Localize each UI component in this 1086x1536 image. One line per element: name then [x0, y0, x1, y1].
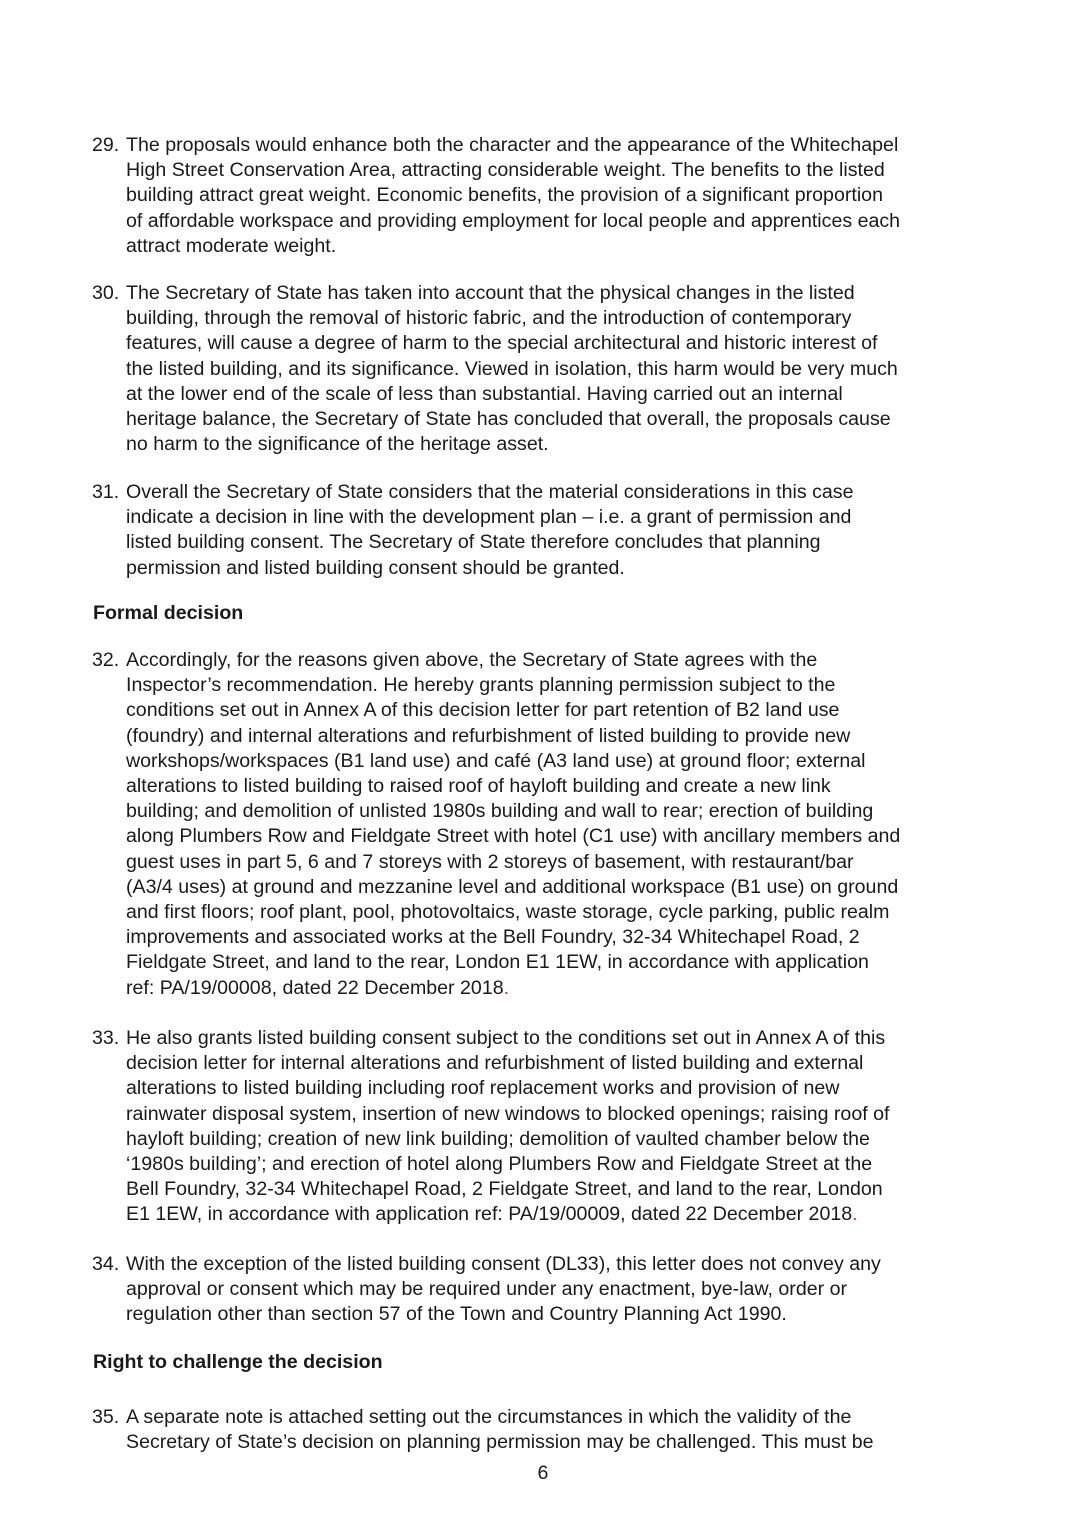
- text-line: He also grants listed building consent subject to the conditions set out in Annex A of this: [126, 1027, 886, 1049]
- paragraph-number: 29.: [92, 134, 120, 156]
- paragraph-number: 34.: [92, 1253, 120, 1275]
- text-line: improvements and associated works at the Bell Foundry, 32-34 Whitechapel Road, 2: [126, 926, 860, 949]
- text-line-content: E1 1EW, in accordance with application ref: PA/19/00009, dated 22 December 2018: [126, 1203, 853, 1226]
- text-line: hayloft building; creation of new link building; demolition of vaulted chamber below the: [126, 1127, 870, 1150]
- text-line: Fieldgate Street, and land to the rear, London E1 1EW, in accordance with application: [126, 951, 869, 974]
- paragraph-35: [92, 1405, 1002, 1455]
- text-line: High Street Conservation Area, attracting considerable weight. The benefits to the listed: [126, 159, 885, 182]
- text-line: (foundry) and internal alterations and refurbishment of listed building to provide new: [126, 724, 851, 747]
- paragraph-29: [92, 133, 1002, 259]
- red-period: .: [503, 976, 510, 999]
- text-line: heritage balance, the Secretary of State has concluded that overall, the proposals cause: [126, 408, 891, 431]
- text-line: Bell Foundry, 32-34 Whitechapel Road, 2 Fieldgate Street, and land to the rear, London: [126, 1178, 883, 1201]
- text-line: conditions set out in Annex A of this decision letter for part retention of B2 land use: [126, 699, 840, 722]
- text-line: A separate note is attached setting out the circumstances in which the validity of the: [126, 1406, 852, 1428]
- text-line: alterations to listed building including roof replacement works and provision of new: [126, 1077, 840, 1100]
- text-line: With the exception of the listed building consent (DL33), this letter does not convey any: [126, 1253, 881, 1275]
- paragraph-32: [92, 648, 1002, 1001]
- text-line: The Secretary of State has taken into account that the physical changes in the listed: [126, 282, 855, 304]
- text-line: guest uses in part 5, 6 and 7 storeys with 2 storeys of basement, with restaurant/bar: [126, 850, 854, 873]
- text-line: Secretary of State’s decision on planning permission may be challenged. This must be: [126, 1431, 874, 1454]
- text-line: indicate a decision in line with the development plan – i.e. a grant of permission and: [126, 506, 852, 529]
- paragraph-31: [92, 480, 1002, 581]
- text-line: and first floors; roof plant, pool, photovoltaics, waste storage, cycle parking, public realm: [126, 901, 890, 924]
- text-line: features, will cause a degree of harm to the special architectural and historic interest of: [126, 332, 878, 355]
- text-line: building, through the removal of historic fabric, and the introduction of contemporary: [126, 307, 852, 330]
- text-line: attract moderate weight.: [126, 234, 337, 257]
- text-line: at the lower end of the scale of less than substantial. Having carried out an internal: [126, 382, 843, 405]
- text-line: of affordable workspace and providing employment for local people and apprentices each: [126, 209, 901, 232]
- paragraph-number: 33.: [92, 1027, 120, 1049]
- section-heading-right-to-challenge: Right to challenge the decision: [93, 1351, 383, 1373]
- section-heading-formal-decision: Formal decision: [93, 602, 244, 624]
- paragraph-number: 30.: [92, 282, 120, 304]
- paragraph-number: 35.: [92, 1406, 120, 1428]
- text-line: Inspector’s recommendation. He hereby grants planning permission subject to the: [126, 674, 836, 697]
- paragraph-30: [92, 281, 1002, 457]
- text-line: listed building consent. The Secretary of State therefore concludes that planning: [126, 531, 821, 554]
- red-period: .: [852, 1203, 858, 1226]
- text-line: workshops/workspaces (B1 land use) and café (A3 land use) at ground floor; external: [126, 749, 866, 772]
- text-line: ‘1980s building’; and erection of hotel along Plumbers Row and Fieldgate Street at the: [126, 1153, 873, 1176]
- text-line: permission and listed building consent should be granted.: [126, 556, 625, 579]
- text-line: Overall the Secretary of State considers that the material considerations in this case: [126, 481, 854, 503]
- text-line: rainwater disposal system, insertion of new windows to blocked openings; raising roof of: [126, 1102, 890, 1125]
- paragraph-number: 31.: [92, 481, 120, 503]
- text-line: approval or consent which may be required under any enactment, bye-law, order or: [126, 1278, 848, 1301]
- text-line: building attract great weight. Economic benefits, the provision of a significant proportion: [126, 184, 883, 207]
- text-line: [126, 1202, 1002, 1227]
- text-line: Accordingly, for the reasons given above, the Secretary of State agrees with the: [126, 649, 818, 671]
- text-line: alterations to listed building to raised roof of hayloft building and create a new link: [126, 775, 831, 798]
- text-line: the listed building, and its significance. Viewed in isolation, this harm would be very much: [126, 357, 898, 380]
- paragraph-33: [92, 1026, 1002, 1228]
- text-line: The proposals would enhance both the character and the appearance of the Whitechapel: [126, 134, 899, 156]
- text-line: decision letter for internal alterations and refurbishment of listed building and external: [126, 1052, 864, 1075]
- text-line: building; and demolition of unlisted 1980s building and wall to rear; erection of building: [126, 800, 874, 823]
- text-line: no harm to the significance of the heritage asset.: [126, 433, 549, 456]
- paragraph-number: 32.: [92, 649, 120, 671]
- page-number: 6: [537, 1462, 549, 1484]
- paragraph-34: [92, 1252, 1002, 1328]
- text-line: (A3/4 uses) at ground and mezzanine level and additional workspace (B1 use) on ground: [126, 875, 899, 898]
- text-line-content: ref: PA/19/00008, dated 22 December 2018: [126, 976, 504, 999]
- text-line: regulation other than section 57 of the Town and Country Planning Act 1990.: [126, 1303, 787, 1326]
- text-line: along Plumbers Row and Fieldgate Street with hotel (C1 use) with ancillary members and: [126, 825, 901, 848]
- text-line: [126, 976, 1002, 1001]
